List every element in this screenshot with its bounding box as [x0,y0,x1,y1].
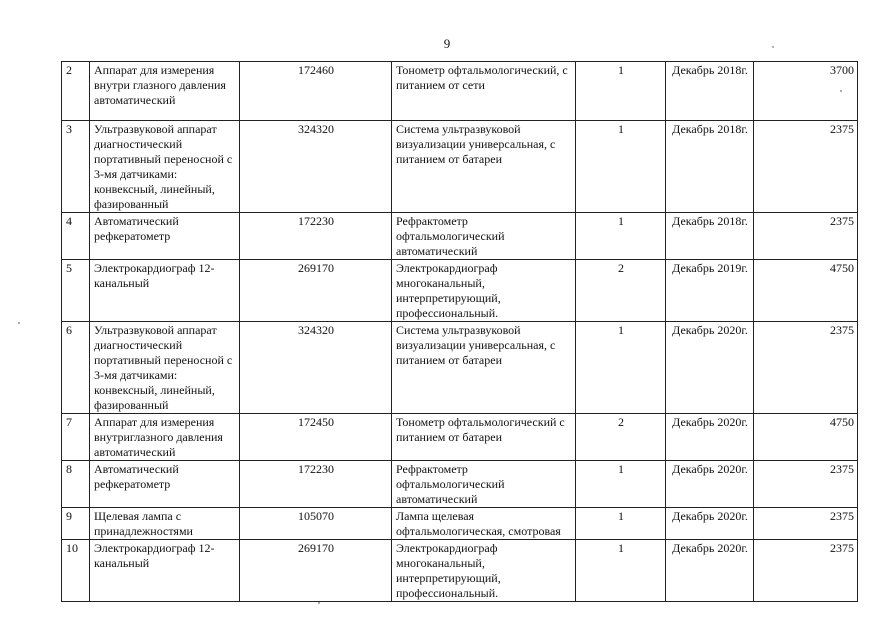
row-number: 2 [66,63,72,77]
table-row [62,322,858,414]
quantity-cell [576,461,666,508]
amount: 3700 [830,63,854,77]
scan-speck [840,90,842,92]
delivery-date: Декабрь 2020г. [672,509,748,523]
table-row [62,414,858,461]
equipment-name: Автоматический рефкератометр [94,462,179,491]
equipment-description-cell [392,508,576,540]
delivery-date-cell [666,322,754,414]
amount-cell [754,540,858,602]
amount: 2375 [830,541,854,555]
equipment-code-cell [240,260,392,322]
equipment-code: 324320 [298,323,334,337]
equipment-name-cell [90,213,240,260]
table-row [62,260,858,322]
equipment-description: Система ультразвуковой визуализации универсальная, с питанием от батареи [396,122,556,166]
equipment-name: Электрокардиограф 12-канальный [94,261,215,290]
equipment-code-cell [240,322,392,414]
row-number: 4 [66,214,72,228]
equipment-name: Аппарат для измерения внутри глазного давления автоматический [94,63,226,107]
equipment-code: 172230 [298,214,334,228]
table-row [62,508,858,540]
table-row [62,540,858,602]
equipment-code-cell [240,540,392,602]
equipment-name-cell [90,540,240,602]
amount: 2375 [830,323,854,337]
amount-cell [754,414,858,461]
equipment-description-cell [392,213,576,260]
equipment-name: Ультразвуковой аппарат диагностический портативный переносной с 3-мя датчиками: конвексный, линейный, фазированный [94,122,233,211]
equipment-description: Система ультразвуковой визуализации универсальная, с питанием от батареи [396,323,556,367]
equipment-name-cell [90,322,240,414]
equipment-description-cell [392,322,576,414]
table-row [62,62,858,121]
delivery-date-cell [666,260,754,322]
row-number: 6 [66,323,72,337]
quantity: 1 [618,509,624,523]
quantity-cell [576,414,666,461]
equipment-description-cell [392,461,576,508]
equipment-code-cell [240,461,392,508]
delivery-date: Декабрь 2019г. [672,261,748,275]
equipment-name: Щелевая лампа с принадлежностями [94,509,193,538]
equipment-name: Автоматический рефкератометр [94,214,179,243]
amount-cell [754,508,858,540]
amount: 4750 [830,415,854,429]
equipment-description-cell [392,121,576,213]
row-number-cell [62,322,90,414]
equipment-name: Ультразвуковой аппарат диагностический портативный переносной с 3-мя датчиками: конвексный, линейный, фазированный [94,323,233,412]
quantity: 1 [618,122,624,136]
row-number-cell [62,461,90,508]
equipment-description: Тонометр офтальмологический с питанием от батареи [396,415,565,444]
quantity-cell [576,508,666,540]
equipment-description: Тонометр офтальмологический, с питанием от сети [396,63,568,92]
quantity: 2 [618,415,624,429]
quantity-cell [576,540,666,602]
amount-cell [754,121,858,213]
quantity-cell [576,62,666,121]
row-number: 10 [66,541,78,555]
row-number-cell [62,260,90,322]
delivery-date-cell [666,461,754,508]
equipment-name: Аппарат для измерения внутриглазного давления автоматический [94,415,223,459]
row-number-cell [62,213,90,260]
delivery-date-cell [666,540,754,602]
amount: 4750 [830,261,854,275]
amount: 2375 [830,462,854,476]
equipment-description: Рефрактометр офтальмологический автоматический [396,462,505,506]
equipment-code-cell [240,121,392,213]
delivery-date: Декабрь 2020г. [672,323,748,337]
row-number-cell [62,508,90,540]
row-number-cell [62,121,90,213]
quantity-cell [576,213,666,260]
row-number: 8 [66,462,72,476]
quantity: 1 [618,214,624,228]
equipment-code: 269170 [298,541,334,555]
delivery-date: Декабрь 2020г. [672,541,748,555]
row-number: 3 [66,122,72,136]
quantity: 2 [618,261,624,275]
scan-speck [318,602,320,604]
amount: 2375 [830,122,854,136]
delivery-date-cell [666,508,754,540]
equipment-code-cell [240,62,392,121]
table-row [62,461,858,508]
equipment-code: 324320 [298,122,334,136]
equipment-description-cell [392,62,576,121]
equipment-description-cell [392,540,576,602]
equipment-description: Лампа щелевая офтальмологическая, смотровая [396,509,561,538]
equipment-description-cell [392,414,576,461]
delivery-date: Декабрь 2018г. [672,63,748,77]
scan-speck [772,46,774,48]
equipment-name-cell [90,62,240,121]
table-row [62,213,858,260]
equipment-code-cell [240,414,392,461]
equipment-name-cell [90,461,240,508]
equipment-code: 172230 [298,462,334,476]
quantity: 1 [618,63,624,77]
equipment-name: Электрокардиограф 12-канальный [94,541,215,570]
quantity-cell [576,322,666,414]
equipment-code: 105070 [298,509,334,523]
equipment-description: Рефрактометр офтальмологический автоматический [396,214,505,258]
equipment-name-cell [90,414,240,461]
equipment-code: 172460 [298,63,334,77]
quantity: 1 [618,323,624,337]
row-number-cell [62,414,90,461]
equipment-code: 269170 [298,261,334,275]
delivery-date-cell [666,121,754,213]
equipment-description-cell [392,260,576,322]
equipment-name-cell [90,508,240,540]
amount-cell [754,322,858,414]
equipment-description: Электрокардиограф многоканальный, интерпретирующий, профессиональный. [396,541,501,600]
delivery-date-cell [666,414,754,461]
table-row [62,121,858,213]
table-body [62,62,858,602]
quantity: 1 [618,541,624,555]
equipment-name-cell [90,121,240,213]
delivery-date: Декабрь 2018г. [672,214,748,228]
quantity-cell [576,260,666,322]
row-number-cell [62,62,90,121]
equipment-table [61,61,858,602]
row-number-cell [62,540,90,602]
delivery-date: Декабрь 2020г. [672,415,748,429]
equipment-name-cell [90,260,240,322]
delivery-date-cell [666,213,754,260]
delivery-date: Декабрь 2020г. [672,462,748,476]
delivery-date-cell [666,62,754,121]
amount: 2375 [830,214,854,228]
row-number: 9 [66,509,72,523]
equipment-description: Электрокардиограф многоканальный, интерпретирующий, профессиональный. [396,261,501,320]
equipment-code: 172450 [298,415,334,429]
equipment-code-cell [240,508,392,540]
amount-cell [754,461,858,508]
scan-speck [18,322,20,324]
quantity: 1 [618,462,624,476]
equipment-code-cell [240,213,392,260]
amount-cell [754,260,858,322]
page-number: 9 [443,36,451,51]
row-number: 7 [66,415,72,429]
delivery-date: Декабрь 2018г. [672,122,748,136]
amount: 2375 [830,509,854,523]
amount-cell [754,213,858,260]
quantity-cell [576,121,666,213]
row-number: 5 [66,261,72,275]
